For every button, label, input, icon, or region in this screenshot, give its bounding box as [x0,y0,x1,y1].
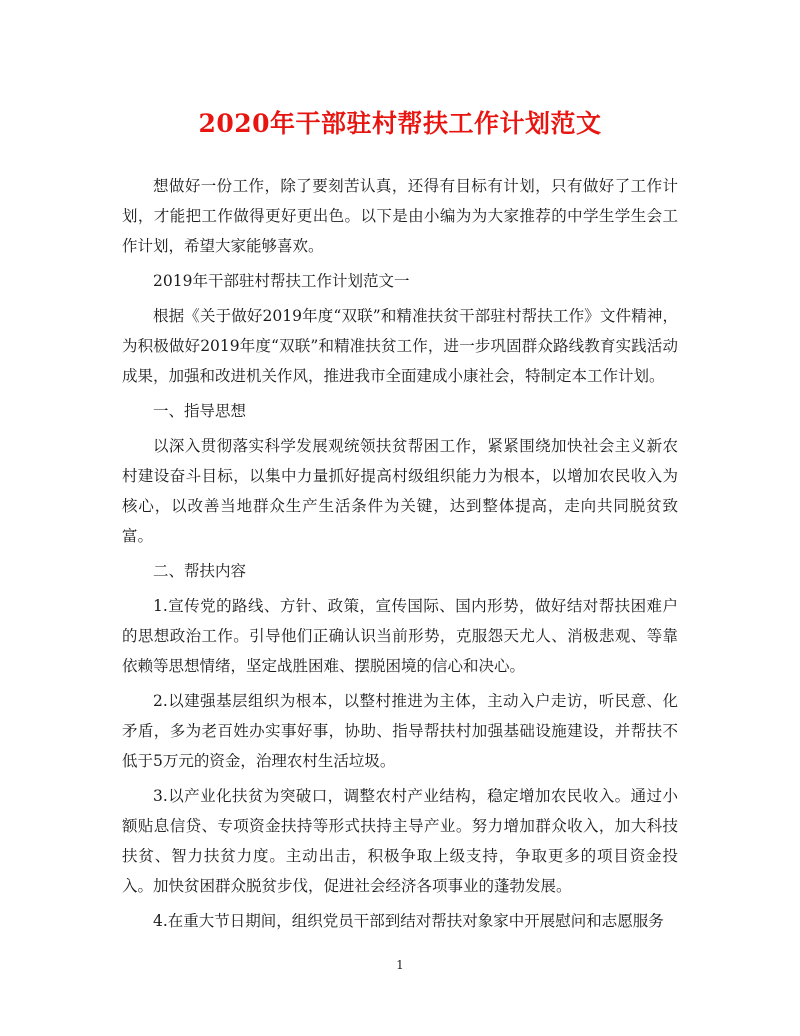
section-heading-assistance-content: 二、帮扶内容 [153,562,247,580]
paragraph-item-4: 4.在重大节日期间，组织党员干部到结对帮扶对象家中开展慰问和志愿服务 [153,912,664,930]
paragraph-item-1: 1.宣传党的路线、方针、政策，宣传国际、国内形势，做好结对帮扶困难户的思想政治工作。引导他们正确认识当前形势，克服怨天尤人、消极悲观、等靠依赖等思想情绪，坚定战胜困难、摆脱困境的信心和决心。 [122,597,678,675]
paragraph-item-3: 3.以产业化扶贫为突破口，调整农村产业结构，稳定增加农民收入。通过小额贴息信贷、专项资金扶持等形式扶持主导产业。努力增加群众收入，加大科技扶贫、智力扶贫力度。主动出击，积极争取上级支持，争取更多的项目资金投入。加快贫困群众脱贫步伐，促进社会经济各项事业的蓬勃发展。 [122,787,678,895]
document-title: 2020年干部驻村帮扶工作计划范文 [198,109,602,138]
section-heading-plan-one: 2019年干部驻村帮扶工作计划范文一 [153,272,410,290]
document-body [122,171,678,941]
paragraph-guiding-ideology: 以深入贯彻落实科学发展观统领扶贫帮困工作，紧紧围绕加快社会主义新农村建设奋斗目标，以集中力量抓好提高村级组织能力为根本，以增加农民收入为核心，以改善当地群众生产生活条件为关键，达到整体提高，走向共同脱贫致富。 [122,437,678,545]
page-number: 1 [396,958,404,972]
paragraph-item-2: 2.以建强基层组织为根本，以整村推进为主体，主动入户走访，听民意、化矛盾，多为老百姓办实事好事，协助、指导帮扶村加强基础设施建设，并帮扶不低于5万元的资金，治理农村生活垃圾。 [122,692,678,770]
paragraph-basis: 根据《关于做好2019年度“双联”和精准扶贫干部驻村帮扶工作》文件精神，为积极做好2019年度“双联”和精准扶贫工作，进一步巩固群众路线教育实践活动成果，加强和改进机关作风，推进我市全面建成小康社会，特制定本工作计划。 [122,307,678,385]
paragraph-intro: 想做好一份工作，除了要刻苦认真，还得有目标有计划，只有做好了工作计划，才能把工作做得更好更出色。以下是由小编为为大家推荐的中学生学生会工作计划，希望大家能够喜欢。 [122,177,678,255]
section-heading-guiding-ideology: 一、指导思想 [153,402,247,420]
